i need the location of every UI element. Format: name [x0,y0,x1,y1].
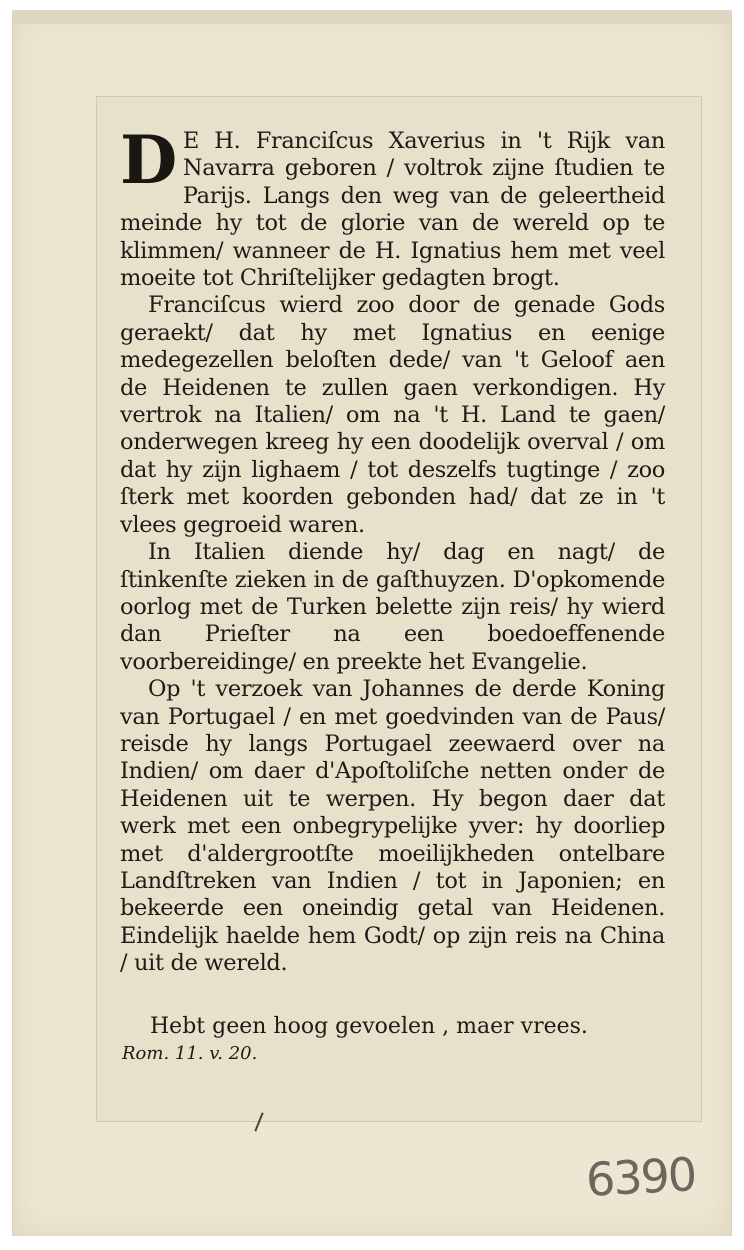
paragraph-1-text: E H. Franciſcus Xaverius in 't Rijk van Navarra geboren / voltrok zijne ſtudien te Parijs. Langs den weg van de geleertheid meinde hy tot de glorie van de wereld op te klimmen/ wanneer de H. Ignatius hem met veel moeite tot Chriſtelijker gedagten brogt. [120,128,665,292]
hagiography-text [120,121,665,978]
paper-top-edge [13,10,731,24]
inventory-number: 6390 [584,1147,697,1207]
bible-reference: Rom. 11. v. 20. [122,1043,258,1064]
paragraph-4: Op 't verzoek van Johannes de derde Koning van Portugael / en met goedvinden van de Paus/ reisde hy langs Portugael zeewaerd over na Indien/ om daer d'Apoſtoliſche netten onder de Heidenen uit te werpen. Hy begon daer dat werk met een onbegrypelijke yver: hy doorliep met d'aldergrootſte moeilijkheden ontelbare Landſtreken van Indien / tot in Japonien; en bekeerde een oneindig getal van Heidenen. Eindelijk haelde hem Godt/ op zijn reis na China / uit de wereld. [120,676,665,977]
paragraph-3: In Italien diende hy/ dag en nagt/ de ſtinkenſte zieken in de gaſthuyzen. D'opkomende oorlog met de Turken belette zijn reis/ hy wierd dan Prieſter na een boedoeffenende voorbereidinge/ en preekte het Evangelie. [120,539,665,675]
paragraph-2: Franciſcus wierd zoo door de genade Gods geraekt/ dat hy met Ignatius en eenige medegezellen beloſten dede/ van 't Geloof aen de Heidenen te zullen gaen verkondigen. Hy vertrok na Italien/ om na 't H. Land te gaen/ onderwegen kreeg hy een doodelijk overval / om dat hy zijn lighaem / tot deszelfs tugtinge / zoo ſterk met koorden gebonden had/ dat ze in 't vlees gegroeid waren. [120,292,665,538]
drop-cap: D [120,121,177,199]
paragraph-1 [120,121,665,292]
motto: Hebt geen hoog gevoelen , maer vrees. [150,1014,588,1039]
